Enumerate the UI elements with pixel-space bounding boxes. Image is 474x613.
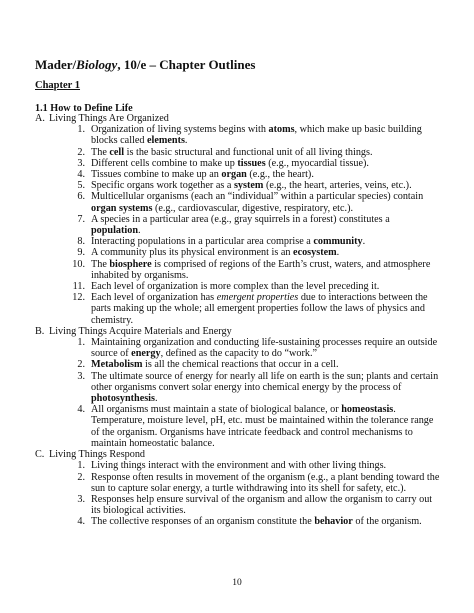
item-number: 3.: [77, 157, 85, 169]
item-number: 2.: [77, 471, 85, 483]
outline-letter: A.: [35, 113, 45, 124]
outline-list: [69, 124, 440, 326]
outline-heading: [35, 449, 440, 460]
item-number: 10.: [72, 258, 85, 270]
key-term: system: [233, 180, 264, 192]
item-text: Interacting populations in a particular area comprise a community.: [91, 236, 366, 248]
title-italic: Biology: [76, 57, 118, 72]
item-text: Specific organs work together as a system (e.g., the heart, arteries, veins, etc.).: [91, 180, 412, 192]
list-item: [69, 472, 440, 494]
item-text: Each level of organization has emergent properties due to interactions between the parts making up the whole; all emergent properties follow the laws of physics and chemistry.: [91, 292, 428, 326]
list-item: [69, 236, 440, 247]
list-item: [69, 259, 440, 281]
chapter-heading: Chapter 1: [35, 80, 81, 91]
item-text: Different cells combine to make up tissues (e.g., myocardial tissue).: [91, 157, 369, 169]
outline-list: [69, 337, 440, 449]
list-item: [69, 214, 440, 236]
item-text: Living things interact with the environment and with other living things.: [91, 460, 387, 472]
list-item: [69, 337, 440, 359]
key-term: tissues: [237, 157, 266, 169]
outline: [35, 113, 440, 528]
list-item: [69, 516, 440, 527]
list-item: [69, 191, 440, 213]
item-number: 11.: [72, 281, 85, 293]
item-text: Organization of living systems begins with atoms, which make up basic building blocks called elements.: [91, 124, 422, 147]
list-item: [69, 404, 440, 449]
item-number: 9.: [77, 247, 85, 259]
item-text: Tissues combine to make up an organ (e.g., the heart).: [91, 169, 314, 181]
item-text: Each level of organization is more complex than the level preceding it.: [91, 281, 380, 293]
outline-letter: C.: [35, 449, 45, 461]
outline-heading-text: Living Things Respond: [49, 449, 146, 461]
item-number: 8.: [77, 236, 85, 248]
item-number: 4.: [77, 404, 85, 416]
item-number: 4.: [77, 169, 85, 181]
key-term: organ systems: [91, 202, 153, 214]
outline-heading-text: Living Things Are Organized: [49, 113, 169, 124]
list-item: [69, 359, 440, 370]
item-text: The biosphere is comprised of regions of the Earth’s crust, waters, and atmosphere inhabited by organisms.: [91, 258, 431, 281]
list-item: [69, 247, 440, 258]
outline-heading-text: Living Things Acquire Materials and Energy: [49, 325, 232, 337]
title-prefix: Mader/: [35, 57, 77, 72]
item-number: 1.: [77, 337, 85, 349]
section-heading: 1.1 How to Define Life: [35, 103, 133, 114]
item-text: A community plus its physical environment is an ecosystem.: [91, 247, 340, 259]
list-item: [69, 292, 440, 326]
item-number: 7.: [77, 213, 85, 225]
item-text: All organisms must maintain a state of biological balance, or homeostasis. Temperature, moisture level, pH, etc. must be maintained within the tolerance range of the organism. Organisms have intricate feedback and control mechanisms to maintain homeostatic balance.: [91, 404, 434, 449]
outline-list: [69, 460, 440, 527]
item-number: 1.: [77, 124, 85, 136]
document-title: [35, 57, 255, 72]
key-term: ecosystem: [293, 247, 337, 259]
item-number: 4.: [77, 516, 85, 528]
item-number: 3.: [77, 370, 85, 382]
item-text: The collective responses of an organism constitute the behavior of the organism.: [91, 516, 422, 528]
item-text: Maintaining organization and conducting life-sustaining processes require an outside source of energy, defined as the capacity to do “work.”: [91, 337, 438, 360]
item-number: 3.: [77, 493, 85, 505]
item-number: 2.: [77, 146, 85, 158]
key-term: cell: [109, 146, 125, 158]
key-term: population: [91, 225, 138, 237]
outline-heading: [35, 113, 440, 124]
item-number: 12.: [72, 292, 85, 304]
list-item: [69, 147, 440, 158]
item-text: The ultimate source of energy for nearly all life on earth is the sun; plants and certain other organisms convert solar energy into chemical energy by the process of photosynthesis.: [91, 370, 439, 405]
list-item: [69, 460, 440, 471]
item-text: Responses help ensure survival of the organism and allow the organism to carry out its biological activities.: [91, 493, 433, 517]
item-text: Metabolism is all the chemical reactions that occur in a cell.: [91, 359, 339, 371]
outline-letter: B.: [35, 325, 45, 337]
key-term: photosynthesis: [91, 393, 155, 405]
key-term: homeostasis: [341, 404, 394, 416]
key-term: community: [313, 236, 363, 248]
item-number: 6.: [77, 191, 85, 203]
item-text: A species in a particular area (e.g., gray squirrels in a forest) constitutes a population.: [91, 213, 390, 237]
list-item: [69, 371, 440, 405]
item-number: 5.: [77, 180, 85, 192]
list-item: [69, 180, 440, 191]
emphasized-term: emergent properties: [216, 292, 299, 304]
list-item: [69, 158, 440, 169]
list-item: [69, 494, 440, 516]
outline-heading: [35, 326, 440, 337]
title-suffix: , 10/e – Chapter Outlines: [117, 57, 256, 72]
list-item: [69, 169, 440, 180]
page-number: 10: [232, 578, 242, 588]
key-term: elements: [147, 135, 185, 147]
list-item: [69, 124, 440, 146]
key-term: atoms: [268, 124, 295, 136]
item-text: Multicellular organisms (each an “individual” within a particular species) contain organ systems (e.g., cardiovascular, digestive, respiratory, etc.).: [91, 191, 424, 214]
key-term: biosphere: [109, 258, 152, 270]
item-number: 2.: [77, 359, 85, 371]
key-term: energy: [131, 348, 161, 360]
item-number: 1.: [77, 460, 85, 472]
key-term: behavior: [314, 516, 353, 528]
key-term: Metabolism: [91, 359, 143, 371]
item-text: The cell is the basic structural and functional unit of all living things.: [91, 146, 373, 158]
key-term: organ: [221, 169, 247, 181]
list-item: [69, 281, 440, 292]
item-text: Response often results in movement of the organism (e.g., a plant bending toward the sun to capture solar energy, a turtle withdrawing into its shell for safety, etc.).: [91, 471, 440, 494]
